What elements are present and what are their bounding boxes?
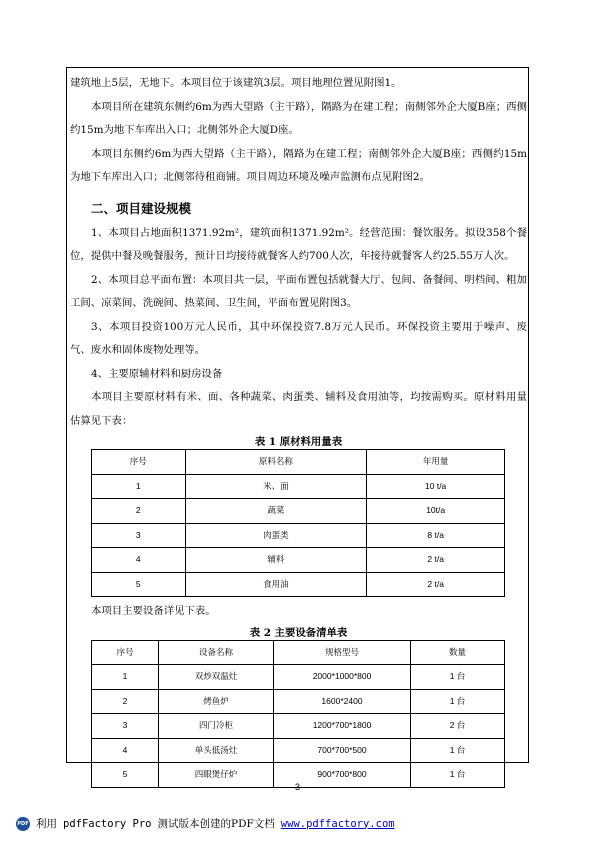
column-header: 年用量 [367, 450, 505, 475]
table-cell: 2 台 [411, 714, 505, 739]
raw-materials-table [91, 449, 505, 597]
table-row [92, 499, 505, 524]
table-row [92, 548, 505, 573]
footer-prefix: 利用 [36, 818, 57, 830]
table-cell: 10t/a [367, 499, 505, 524]
table-cell: 1 台 [411, 738, 505, 763]
paragraph: 本项目所在建筑东侧约6m为西大望路（主干路），隔路为在建工程；南侧邻外企大厦B座；西侧约15m为地下车库出入口；北侧邻外企大厦D座。 [70, 100, 527, 136]
paragraph: 建筑地上5层，无地下。本项目位于该建筑3层。项目地理位置见附图1。 [70, 77, 402, 89]
table-header-row [92, 450, 505, 475]
table-cell: 蔬菜 [185, 499, 367, 524]
table-cell: 2 t/a [367, 572, 505, 597]
footer-middle: 测试版本创建的PDF文档 [157, 818, 275, 830]
table-row [92, 572, 505, 597]
table-cell: 烤鱼炉 [159, 689, 274, 714]
table-row [92, 523, 505, 548]
equipment-table [91, 640, 505, 788]
table-cell: 10 t/a [367, 474, 505, 499]
footer-product: pdfFactory Pro [63, 817, 152, 830]
paragraph: 4、主要原辅材料和厨房设备 [91, 367, 223, 380]
table-cell: 辅料 [185, 548, 367, 573]
table-cell: 1600*2400 [274, 689, 411, 714]
table-cell: 单头低汤灶 [159, 738, 274, 763]
table-cell: 1 [92, 474, 186, 499]
table-cell: 肉蛋类 [185, 523, 367, 548]
table-row [92, 665, 505, 690]
footer-link[interactable]: www.pdffactory.com [280, 817, 395, 830]
column-header: 设备名称 [159, 640, 274, 665]
table-cell: 米、面 [185, 474, 367, 499]
column-header: 原料名称 [185, 450, 367, 475]
table-cell: 1200*700*1800 [274, 714, 411, 739]
column-header: 规格型号 [274, 640, 411, 665]
paragraph: 本项目主要设备详见下表。 [91, 605, 216, 617]
table-cell: 2 [92, 499, 186, 524]
table-cell: 2 [92, 689, 159, 714]
table-cell: 1 台 [411, 689, 505, 714]
table-row [92, 474, 505, 499]
table-cell: 4 [92, 548, 186, 573]
pdf-logo-icon: PDF [16, 817, 30, 831]
table-cell: 食用油 [185, 572, 367, 597]
column-header: 序号 [92, 640, 159, 665]
page-number: 3 [294, 782, 300, 792]
paragraph: 1、本项目占地面积1371.92m²，建筑面积1371.92m²。经营范围：餐饮服务。拟设358个餐位，提供中餐及晚餐服务，预计日均接待就餐客人约700人次，年接待就餐客人约25.55万人次。 [70, 226, 527, 262]
table-cell: 1 [92, 665, 159, 690]
table-caption: 表 2 主要设备清单表 [249, 626, 348, 639]
paragraph: 3、本项目投资100万元人民币，其中环保投资7.8万元人民币。环保投资主要用于噪声、废气、废水和固体废物处理等。 [70, 320, 527, 356]
table-cell: 四眼煲仔炉 [159, 763, 274, 788]
table-cell: 2 t/a [367, 548, 505, 573]
table-cell: 1 台 [411, 665, 505, 690]
table-cell: 1 台 [411, 763, 505, 788]
table-row [92, 738, 505, 763]
table-cell: 700*700*500 [274, 738, 411, 763]
table-caption: 表 1 原材料用量表 [254, 436, 343, 448]
table-cell: 四门冷柜 [159, 714, 274, 739]
paragraph: 2、本项目总平面布置：本项目共一层，平面布置包括就餐大厅、包间、备餐间、明档间、粗加工间、凉菜间、洗碗间、热菜间、卫生间，平面布置见附图3。 [70, 273, 527, 309]
table-row [92, 689, 505, 714]
column-header: 序号 [92, 450, 186, 475]
pdf-watermark-footer [16, 816, 395, 831]
paragraph: 本项目东侧约6m为西大望路（主干路），隔路为在建工程；南侧邻外企大厦B座；西侧约15m为地下车库出入口；北侧邻待租商铺。项目周边环境及噪声监测布点见附图2。 [70, 147, 527, 183]
table-cell: 4 [92, 738, 159, 763]
table-cell: 2000*1000*800 [274, 665, 411, 690]
table-cell: 5 [92, 763, 159, 788]
document-body [70, 72, 527, 788]
table-cell: 5 [92, 572, 186, 597]
table-row [92, 714, 505, 739]
column-header: 数量 [411, 640, 505, 665]
table-cell: 900*700*800 [274, 763, 411, 788]
table-header-row [92, 640, 505, 665]
table-cell: 双炒双温灶 [159, 665, 274, 690]
paragraph: 本项目主要原材料有米、面、各种蔬菜、肉蛋类、辅料及食用油等，均按需购买。原材料用量估算见下表： [70, 391, 527, 427]
table-cell: 3 [92, 523, 186, 548]
section-heading: 二、项目建设规模 [91, 200, 192, 216]
table-cell: 8 t/a [367, 523, 505, 548]
table-cell: 3 [92, 714, 159, 739]
